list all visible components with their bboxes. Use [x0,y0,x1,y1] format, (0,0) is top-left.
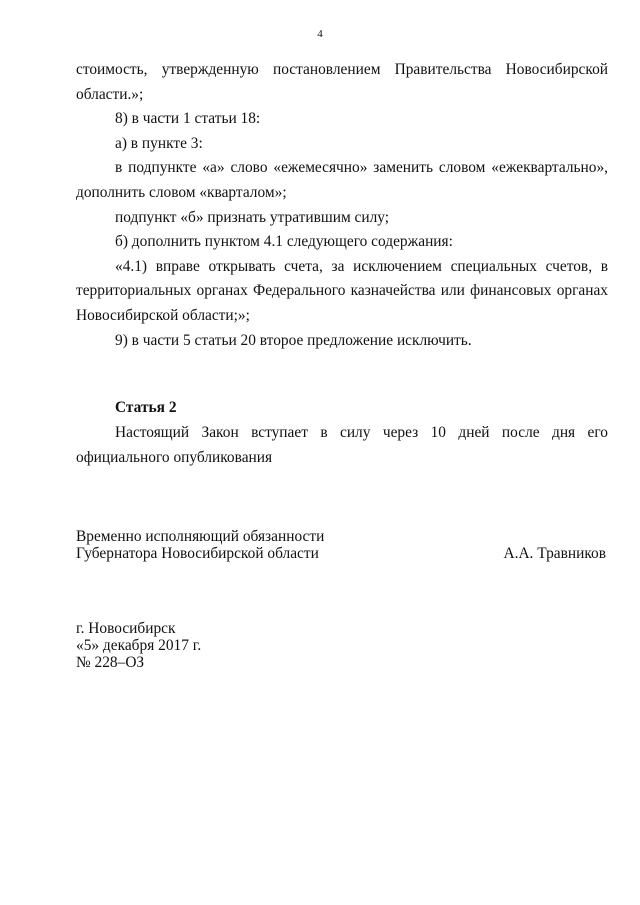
signature-block [76,528,606,562]
article-body [76,421,608,470]
paragraph: в подпункте «а» слово «ежемесячно» заменить словом «ежеквартально», дополнить словом «кварталом»; [76,159,608,201]
document-footer [76,620,201,671]
document-number: № 228–ОЗ [76,654,145,671]
paragraph: 9) в части 5 статьи 20 второе предложение исключить. [115,331,472,349]
paragraph: 8) в части 1 статьи 18: [115,110,261,128]
paragraph: а) в пункте 3: [115,134,203,152]
signer-title-line1: Временно исполняющий обязанности [76,528,325,545]
document-body [76,58,608,353]
document-date: «5» декабря 2017 г. [76,637,202,654]
paragraph: «4.1) вправе открывать счета, за исключением специальных счетов, в территориальных органах Федерального казначейства или финансовых органах Новосибирской области;»; [76,257,608,324]
paragraph: стоимость, утвержденную постановлением Правительства Новосибирской области.»; [76,61,608,103]
paragraph: подпункт «б» признать утратившим силу; [115,208,390,226]
city: г. Новосибирск [76,620,176,637]
article-text: Настоящий Закон вступает в силу через 10 дней после дня его официального опубликования [76,424,608,466]
signer-name: А.А. Травников [503,545,606,562]
page-number: 4 [317,28,323,40]
signer-title-line2: Губернатора Новосибирской области [76,545,319,562]
article-title: Статья 2 [115,399,177,416]
paragraph: б) дополнить пунктом 4.1 следующего содержания: [115,233,453,251]
